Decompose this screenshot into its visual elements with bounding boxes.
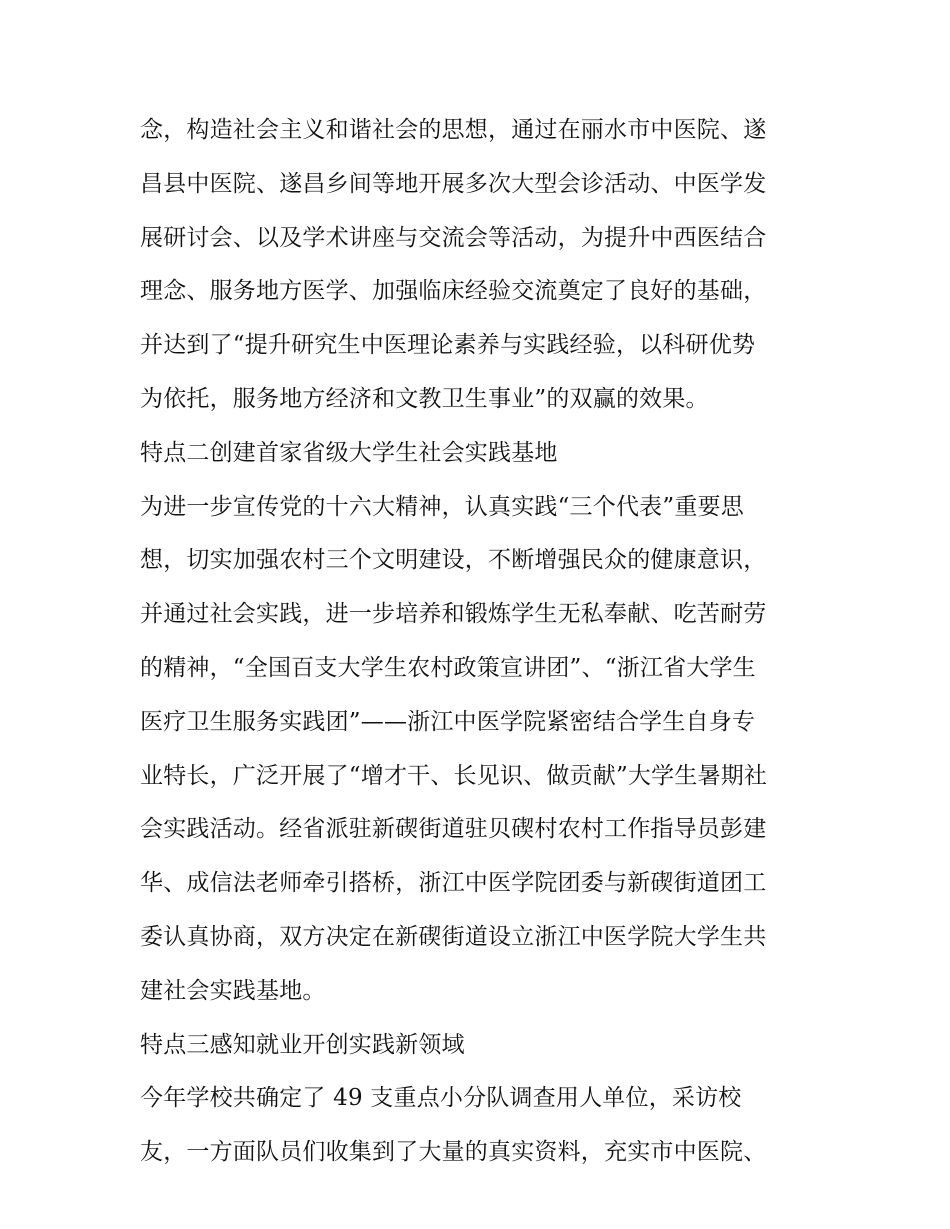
text-line: 为进一步宣传党的十六大精神，认真实践“三个代表”重要思: [140, 493, 744, 520]
document-body: [140, 108, 820, 1184]
text-line: 业特长，广泛开展了“增才干、长见识、做贡献”大学生暑期社: [140, 762, 768, 789]
text-line: 的精神，“全国百支大学生农村政策宣讲团”、“浙江省大学生: [140, 654, 756, 681]
text-line: 昌县中医院、遂昌乡间等地开展多次大型会诊活动、中医学发: [140, 170, 767, 197]
text-line: 今年学校共确定了 49 支重点小分队调查用人单位，采访校: [140, 1085, 742, 1112]
text-line: 念，构造社会主义和谐社会的思想，通过在丽水市中医院、遂: [140, 117, 767, 143]
text-line: 华、成信法老师牵引搭桥，浙江中医学院团委与新碶街道团工: [140, 870, 767, 897]
text-line: 医疗卫生服务实践团”——浙江中医学院紧密结合学生自身专: [140, 708, 756, 735]
text-line: 委认真协商，双方决定在新碶街道设立浙江中医学院大学生共: [140, 923, 767, 950]
section-heading: 特点三感知就业开创实践新领域: [140, 1031, 465, 1058]
text-line: 并达到了“提升研究生中医理论素养与实践经验，以科研优势: [140, 332, 756, 359]
text-line: 为依托，服务地方经济和文教卫生事业”的双赢的效果。: [140, 385, 709, 412]
text-line: 友，一方面队员们收集到了大量的真实资料，充实市中医院、: [140, 1139, 767, 1166]
section-heading: 特点二创建首家省级大学生社会实践基地: [140, 439, 558, 466]
text-line: 会实践活动。经省派驻新碶街道驻贝碶村农村工作指导员彭建: [140, 816, 767, 843]
text-line: 并通过社会实践，进一步培养和锻炼学生无私奉献、吃苦耐劳: [140, 601, 767, 628]
text-line: 展研讨会、以及学术讲座与交流会等活动，为提升中西医结合: [140, 224, 767, 251]
text-line: 想，切实加强农村三个文明建设，不断增强民众的健康意识，: [140, 547, 767, 574]
text-line: 建社会实践基地。: [140, 977, 326, 1004]
text-line: 理念、服务地方医学、加强临床经验交流奠定了良好的基础，: [140, 278, 767, 305]
